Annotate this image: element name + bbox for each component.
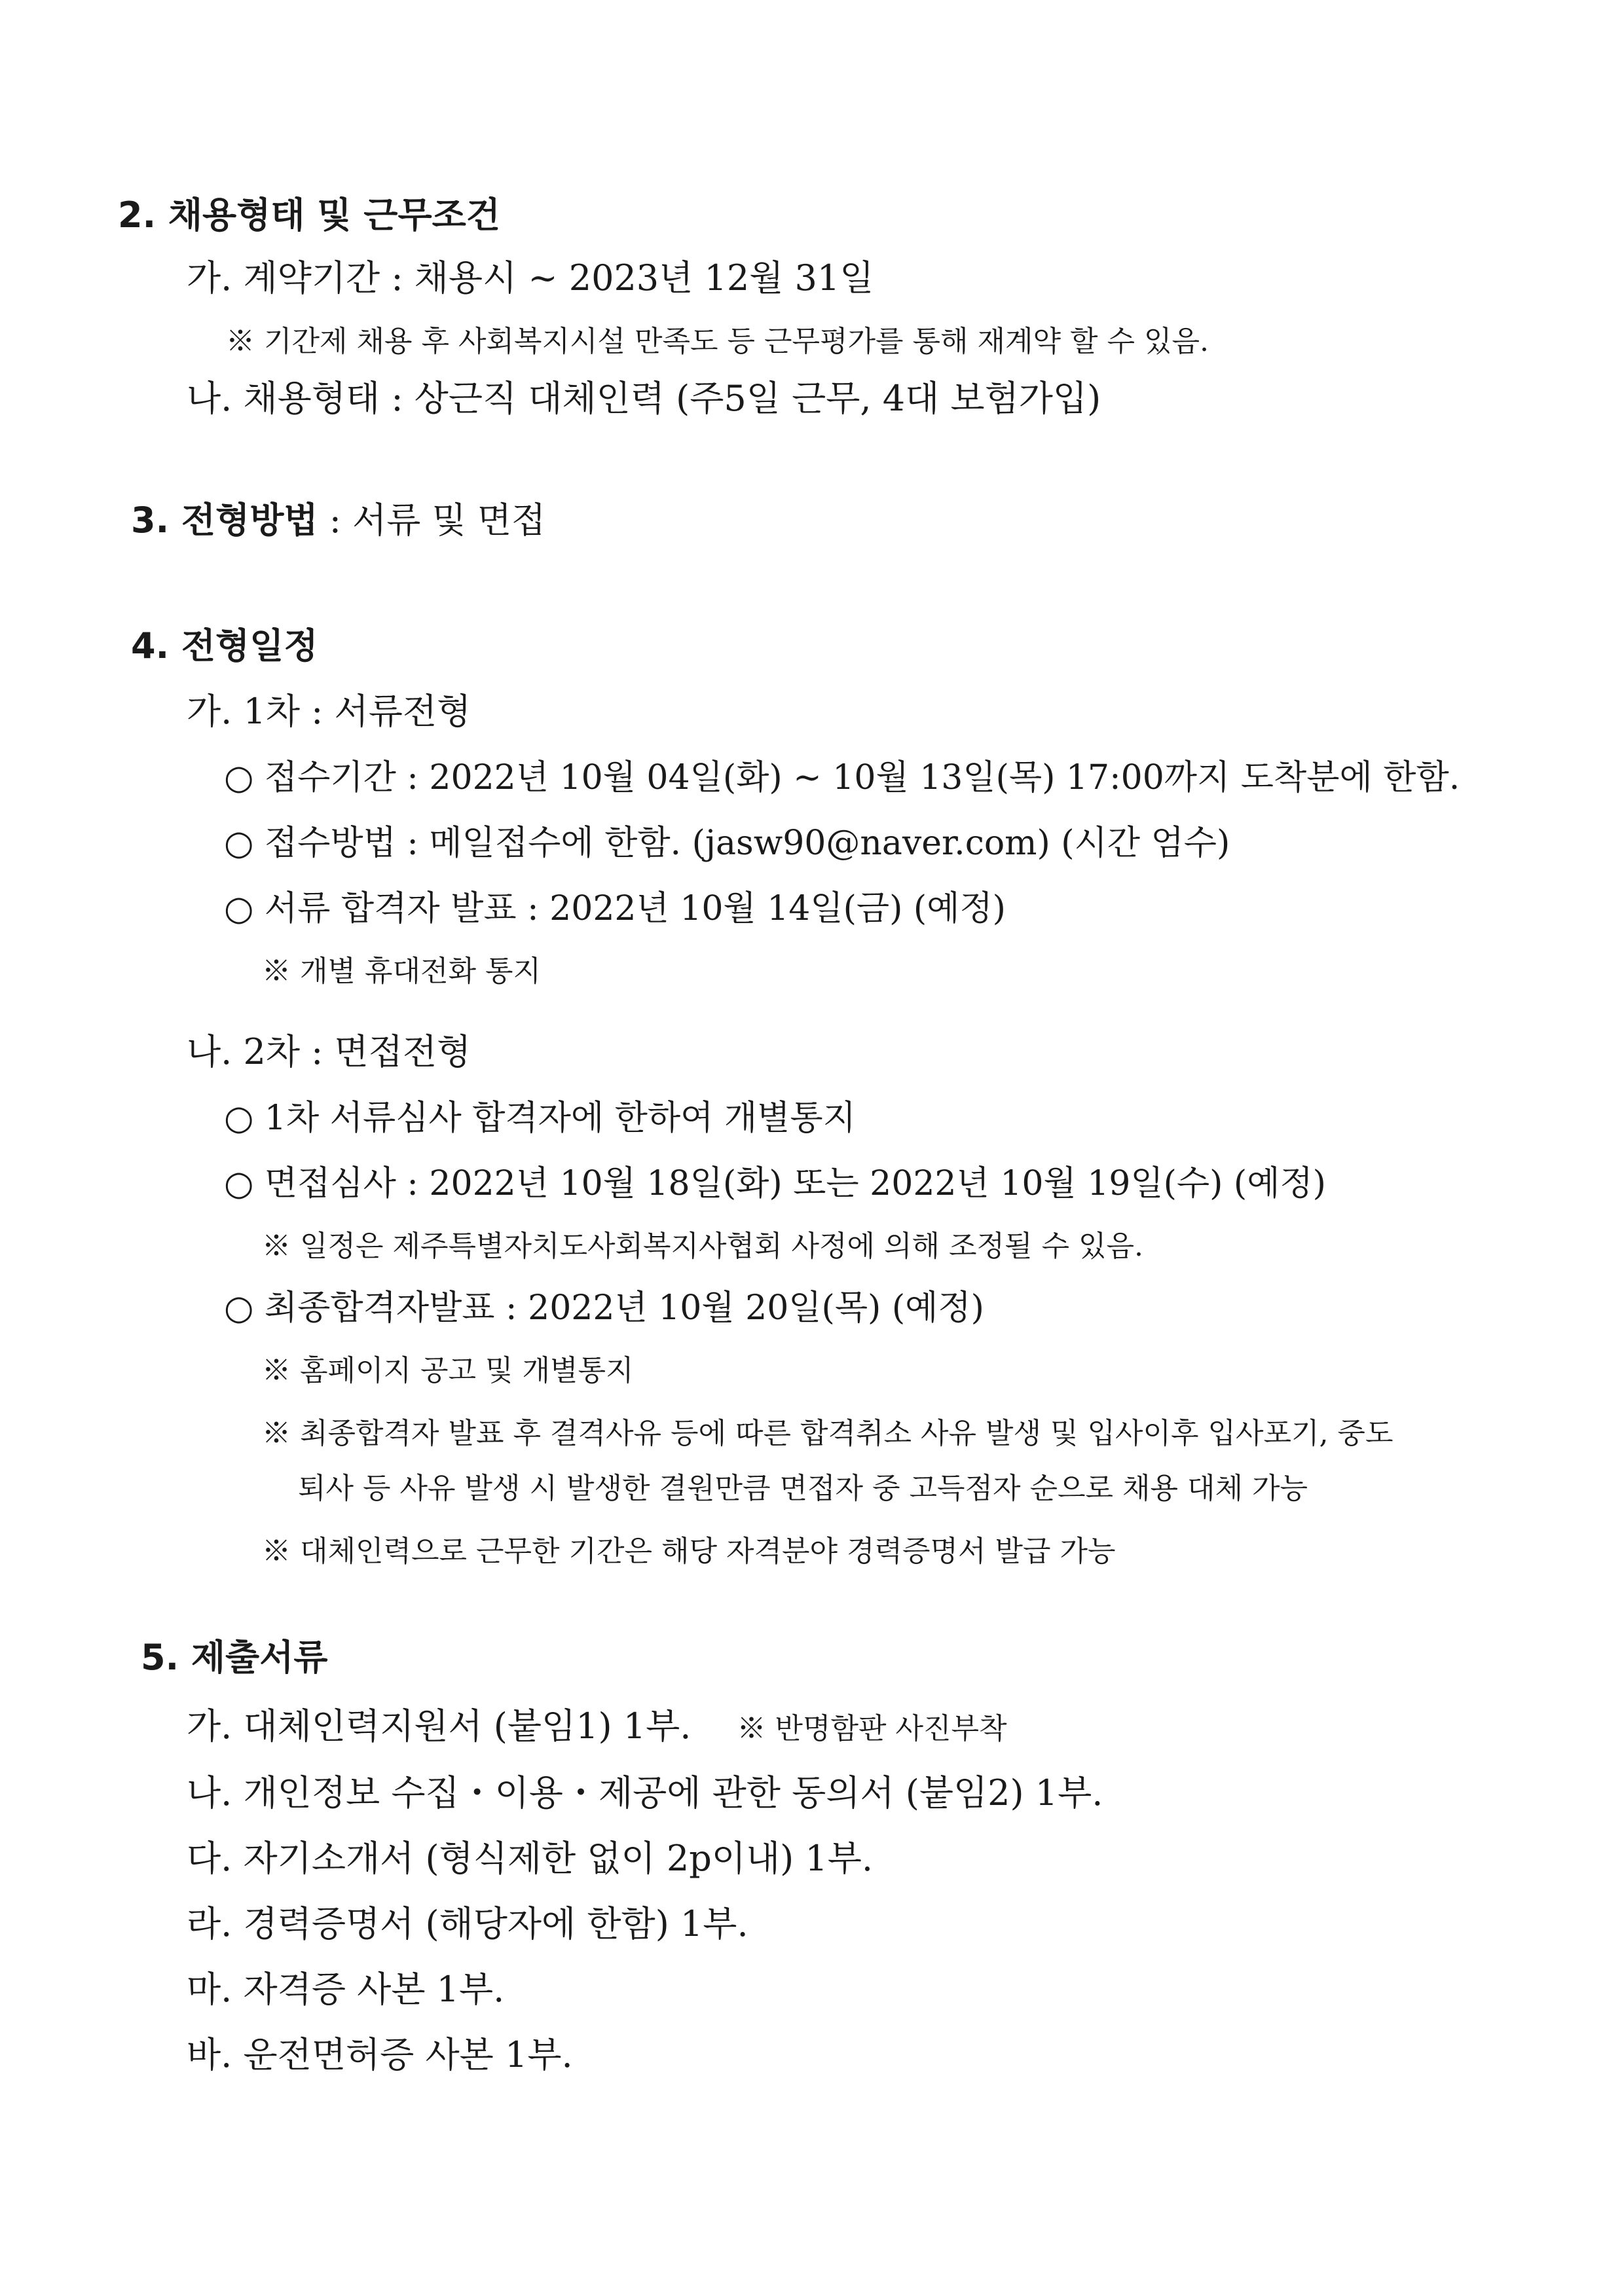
employment-type: 나. 채용형태 : 상근직 대체인력 (주5일 근무, 4대 보험가입) — [187, 378, 1101, 419]
round-1-title: 가. 1차 : 서류전형 — [187, 691, 471, 732]
section-3-title — [131, 500, 546, 541]
document-item-b: 나. 개인정보 수집・이용・제공에 관한 동의서 (붙임2) 1부. — [187, 1772, 1103, 1813]
round-2-item-2: ○ 면접심사 : 2022년 10월 18일(화) 또는 2022년 10월 19일(수) (예정) — [224, 1164, 1326, 1203]
round-2-title: 나. 2차 : 면접전형 — [187, 1031, 471, 1072]
document-item-c: 다. 자기소개서 (형식제한 없이 2p이내) 1부. — [187, 1838, 874, 1879]
contract-note: ※ 기간제 채용 후 사회복지시설 만족도 등 근무평가를 통해 재계약 할 수 있음. — [226, 325, 1209, 358]
section-3-content: : 서류 및 면접 — [318, 500, 546, 541]
contract-period: 가. 계약기간 : 채용시 ~ 2023년 12월 31일 — [187, 257, 874, 299]
section-4-title: 4. 전형일정 — [131, 625, 318, 666]
document-item-e: 마. 자격증 사본 1부. — [187, 1969, 505, 2010]
round-1-note: ※ 개별 휴대전화 통지 — [262, 955, 541, 988]
round-1-item-3: ○ 서류 합격자 발표 : 2022년 10월 14일(금) (예정) — [224, 889, 1006, 928]
round-2-item-2-note: ※ 일정은 제주특별자치도사회복지사협회 사정에 의해 조정될 수 있음. — [262, 1230, 1143, 1263]
section-5-title: 5. 제출서류 — [141, 1637, 328, 1678]
section-2-title: 2. 채용형태 및 근무조건 — [118, 194, 500, 236]
round-2-item-3-note-2-cont: 퇴사 등 사유 발생 시 발생한 결원만큼 면접자 중 고득점자 순으로 채용 대체 가능 — [298, 1472, 1308, 1505]
document-item-a — [187, 1705, 1007, 1747]
document-item-f: 바. 운전면허증 사본 1부. — [187, 2034, 573, 2075]
document-item-a-note: ※ 반명함판 사진부착 — [737, 1712, 1007, 1745]
round-2-item-3-note-1: ※ 홈페이지 공고 및 개별통지 — [262, 1354, 634, 1387]
section-3-title-label: 3. 전형방법 — [131, 500, 318, 541]
document-item-d: 라. 경력증명서 (해당자에 한함) 1부. — [187, 1903, 748, 1944]
round-2-item-3: ○ 최종합격자발표 : 2022년 10월 20일(목) (예정) — [224, 1288, 984, 1328]
round-1-item-1: ○ 접수기간 : 2022년 10월 04일(화) ~ 10월 13일(목) 17:00까지 도착분에 한함. — [224, 758, 1460, 797]
round-2-item-1: ○ 1차 서류심사 합격자에 한하여 개별통지 — [224, 1099, 856, 1138]
round-2-item-3-note-3: ※ 대체인력으로 근무한 기간은 해당 자격분야 경력증명서 발급 가능 — [262, 1535, 1116, 1568]
document-item-a-label: 가. 대체인력지원서 (붙임1) 1부. — [187, 1705, 692, 1747]
round-2-item-3-note-2: ※ 최종합격자 발표 후 결격사유 등에 따른 합격취소 사유 발생 및 입사이후 입사포기, 중도 — [262, 1417, 1393, 1450]
round-1-item-2: ○ 접수방법 : 메일접수에 한함. (jasw90@naver.com) (시간 엄수) — [224, 824, 1230, 863]
